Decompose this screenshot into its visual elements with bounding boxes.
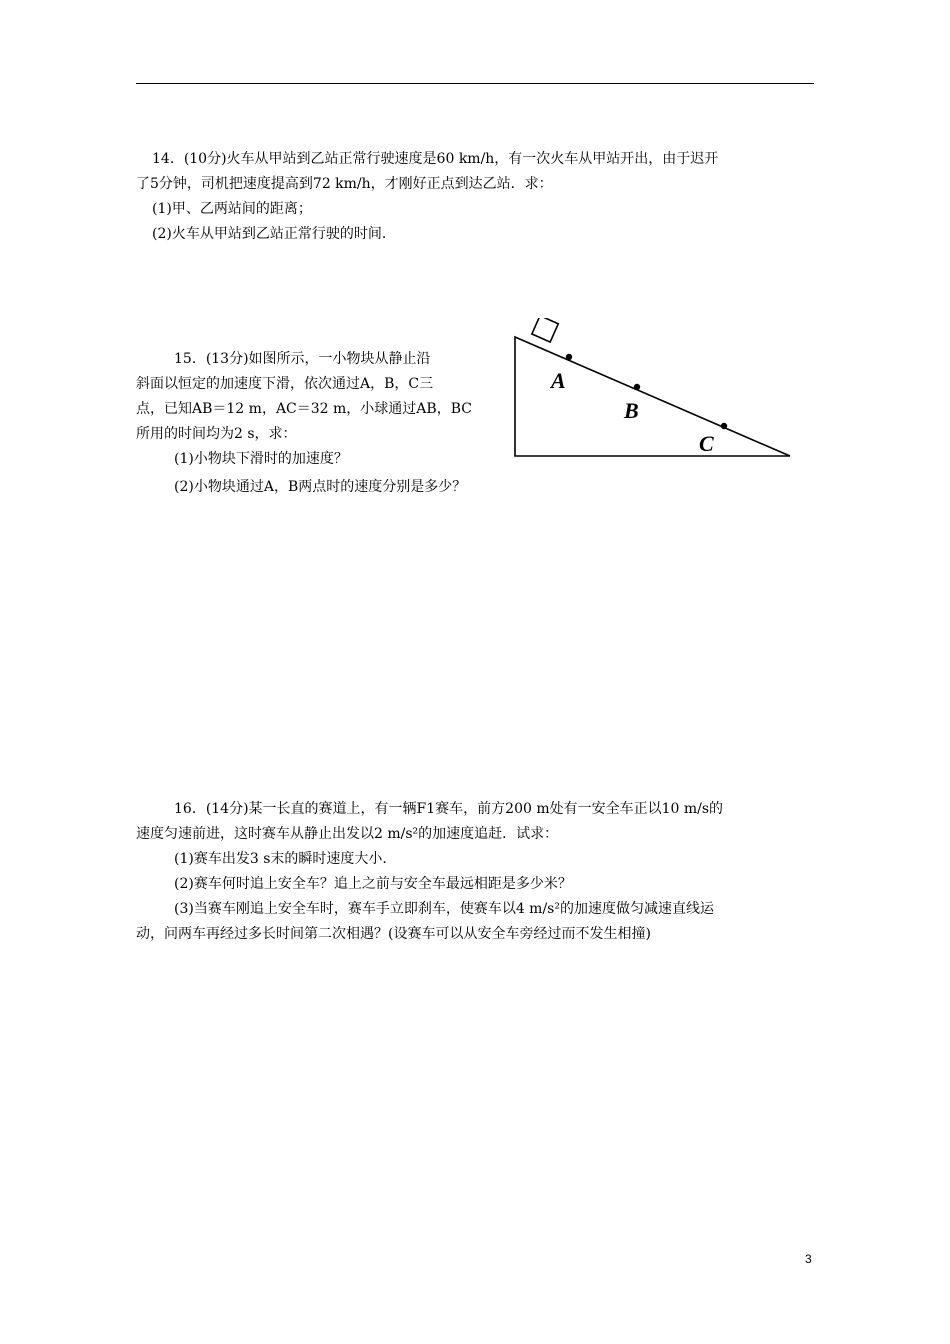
incline-figure [505,318,805,468]
q16-line-2: 速度匀速前进，这时赛车从静止出发以2 m/s²的加速度追赶．试求： [136,826,559,842]
point-a [566,354,572,360]
q16-line-5: (3)当赛车刚追上安全车时，赛车手立即刹车，使赛车以4 m/s²的加速度做匀减速直线运 [174,901,714,917]
q16-line-4: (2)赛车何时追上安全车？追上之前与安全车最远相距是多少米？ [174,876,572,892]
q14-line-1: 14．(10分)火车从甲站到乙站正常行驶速度是60 km/h，有一次火车从甲站开出，由于迟开 [152,151,719,167]
point-b [634,384,640,390]
q15-line-6: (2)小物块通过A，B两点时的速度分别是多少？ [174,479,467,495]
q14-line-4: (2)火车从甲站到乙站正常行驶的时间． [152,226,396,242]
q16-line-1: 16．(14分)某一长直的赛道上，有一辆F1赛车，前方200 m处有一安全车正以10 m/s的 [174,801,724,817]
q14-line-2: 了5分钟，司机把速度提高到72 km/h，才刚好正点到达乙站．求： [136,176,553,192]
q15-line-2: 斜面以恒定的加速度下滑，依次通过A，B，C三 [136,376,434,392]
q15-line-4: 所用的时间均为2 s，求： [136,426,297,442]
page-number: 3 [805,1252,812,1266]
q14-line-3: (1)甲、乙两站间的距离； [152,201,312,217]
point-c [721,423,727,429]
q15-line-1: 15．(13分)如图所示，一小物块从静止沿 [174,351,431,367]
header-rule [136,83,814,84]
q16-line-6: 动，问两车再经过多长时间第二次相遇？(设赛车可以从安全车旁经过而不发生相撞) [136,926,651,942]
q15-line-5: (1)小物块下滑时的加速度？ [174,451,348,467]
label-c: C [699,431,714,456]
q16-line-3: (1)赛车出发3 s末的瞬时速度大小． [174,851,397,867]
label-b: B [624,398,639,423]
label-a: A [551,368,566,393]
block [532,318,558,342]
incline-triangle [515,337,790,456]
q15-line-3: 点，已知AB＝12 m，AC＝32 m，小球通过AB，BC [136,401,472,417]
